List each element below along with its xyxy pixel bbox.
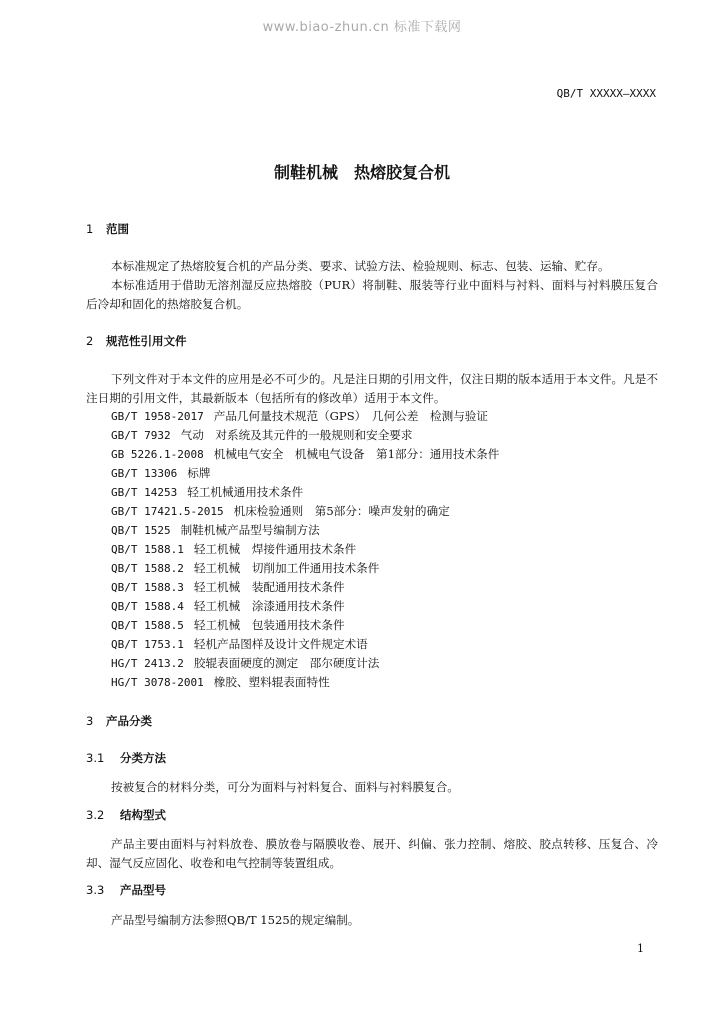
section-3-2-heading xyxy=(86,807,166,823)
reference-title: 轻工机械通用技术条件 xyxy=(187,485,304,499)
section-number: 3.1 xyxy=(86,751,105,765)
reference-item xyxy=(111,616,499,635)
reference-item xyxy=(111,407,499,426)
section-title: 产品型号 xyxy=(120,883,166,897)
reference-item xyxy=(111,673,499,692)
reference-title: 机床检验通则 第5部分：噪声发射的确定 xyxy=(233,504,450,518)
reference-list xyxy=(111,407,499,692)
section-number: 3 xyxy=(86,714,94,728)
reference-item xyxy=(111,654,499,673)
section-3-1-heading xyxy=(86,750,166,766)
reference-item xyxy=(111,635,499,654)
section-title: 范围 xyxy=(106,222,129,236)
reference-code: QB/T 1588.3 xyxy=(111,581,184,594)
reference-code: GB/T 1958-2017 xyxy=(111,410,204,423)
reference-title: 标牌 xyxy=(187,466,211,480)
section-3-3-text: 产品型号编制方法参照QB/T 1525的规定编制。 xyxy=(111,913,360,927)
section-number: 1 xyxy=(86,222,94,236)
section-title: 规范性引用文件 xyxy=(106,334,187,348)
standard-code: QB/T XXXXX—XXXX xyxy=(556,87,656,100)
reference-code: HG/T 3078-2001 xyxy=(111,676,204,689)
section-3-2-text: 产品主要由面料与衬料放卷、膜放卷与隔膜收卷、展开、纠偏、张力控制、熔胶、胶点转移、压复合、冷却、湿气反应固化、收卷和电气控制等装置组成。 xyxy=(86,837,658,870)
section-number: 2 xyxy=(86,334,94,348)
reference-item xyxy=(111,540,499,559)
reference-title: 轻工机械 装配通用技术条件 xyxy=(193,580,345,594)
reference-code: QB/T 1753.1 xyxy=(111,638,184,651)
reference-item xyxy=(111,559,499,578)
reference-title: 轻工机械 涂漆通用技术条件 xyxy=(193,599,345,613)
reference-item xyxy=(111,578,499,597)
section-3-1-text: 按被复合的材料分类，可分为面料与衬料复合、面料与衬料膜复合。 xyxy=(111,780,459,794)
page-number: 1 xyxy=(637,942,644,955)
reference-title: 气动 对系统及其元件的一般规则和安全要求 xyxy=(180,428,413,442)
section-title: 结构型式 xyxy=(120,808,166,822)
watermark: www.biao-zhun.cn 标准下载网 xyxy=(262,20,462,35)
section-1-heading xyxy=(86,221,129,237)
section-title: 分类方法 xyxy=(120,751,166,765)
reference-title: 橡胶、塑料辊表面特性 xyxy=(213,675,330,689)
section-3-heading xyxy=(86,713,152,729)
reference-code: QB/T 1588.4 xyxy=(111,600,184,613)
reference-title: 胶辊表面硬度的测定 邵尔硬度计法 xyxy=(193,656,380,670)
reference-title: 轻机产品图样及设计文件规定术语 xyxy=(193,637,368,651)
reference-code: QB/T 1525 xyxy=(111,524,171,537)
reference-code: GB 5226.1-2008 xyxy=(111,448,204,461)
reference-code: GB/T 7932 xyxy=(111,429,171,442)
reference-item xyxy=(111,483,499,502)
section-2-heading xyxy=(86,333,187,349)
reference-item xyxy=(111,445,499,464)
reference-code: GB/T 14253 xyxy=(111,486,178,499)
reference-item xyxy=(111,521,499,540)
section-2-intro: 下列文件对于本文件的应用是必不可少的。凡是注日期的引用文件，仅注日期的版本适用于本文件。凡是不注日期的引用文件，其最新版本（包括所有的修改单）适用于本文件。 xyxy=(86,372,658,405)
reference-code: HG/T 2413.2 xyxy=(111,657,184,670)
section-1-paragraph-2: 本标准适用于借助无溶剂湿反应热熔胶（PUR）将制鞋、服装等行业中面料与衬料、面料与衬料膜压复合后冷却和固化的热熔胶复合机。 xyxy=(86,278,658,311)
reference-code: QB/T 1588.2 xyxy=(111,562,184,575)
reference-item xyxy=(111,426,499,445)
reference-item xyxy=(111,597,499,616)
reference-code: GB/T 17421.5-2015 xyxy=(111,505,224,518)
reference-item xyxy=(111,502,499,521)
reference-item xyxy=(111,464,499,483)
reference-code: QB/T 1588.5 xyxy=(111,619,184,632)
reference-title: 机械电气安全 机械电气设备 第1部分：通用技术条件 xyxy=(213,447,500,461)
section-number: 3.2 xyxy=(86,808,105,822)
section-3-3-heading xyxy=(86,882,166,898)
reference-title: 制鞋机械产品型号编制方法 xyxy=(180,523,320,537)
page-title: 制鞋机械 热熔胶复合机 xyxy=(273,163,450,182)
reference-title: 轻工机械 焊接件通用技术条件 xyxy=(193,542,357,556)
reference-code: QB/T 1588.1 xyxy=(111,543,184,556)
section-title: 产品分类 xyxy=(106,714,152,728)
reference-code: GB/T 13306 xyxy=(111,467,178,480)
section-number: 3.3 xyxy=(86,883,105,897)
section-1-paragraph-1: 本标准规定了热熔胶复合机的产品分类、要求、试验方法、检验规则、标志、包装、运输、贮存。 xyxy=(111,259,610,273)
reference-title: 轻工机械 切削加工件通用技术条件 xyxy=(193,561,380,575)
reference-title: 轻工机械 包装通用技术条件 xyxy=(193,618,345,632)
reference-title: 产品几何量技术规范（GPS） 几何公差 检测与验证 xyxy=(213,409,488,423)
